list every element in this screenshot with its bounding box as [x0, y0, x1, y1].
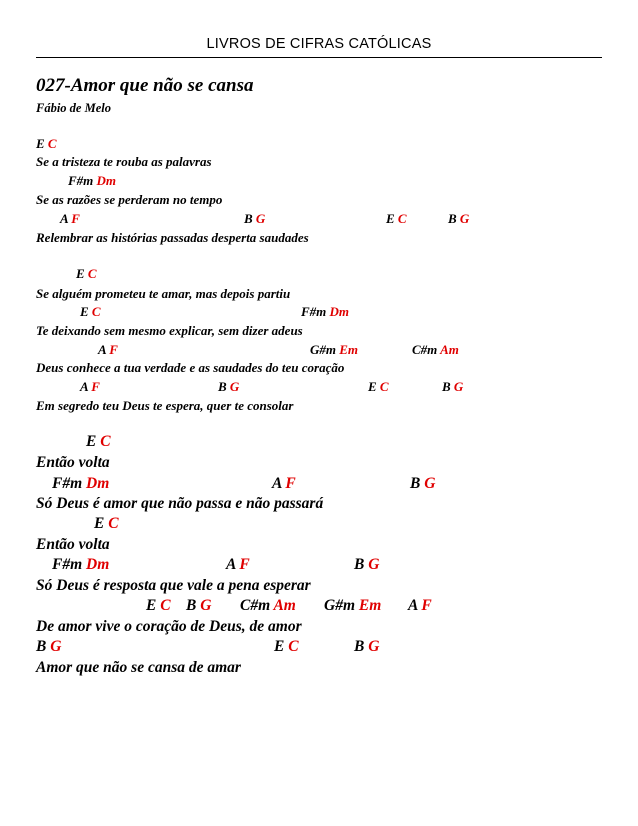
- chord: [412, 343, 459, 356]
- chord: [354, 639, 379, 655]
- lyric-line: Te deixando sem mesmo explicar, sem dizer adeus: [36, 323, 303, 338]
- chord-alt-name: Em: [339, 342, 359, 357]
- chord-alt-name: F: [109, 342, 118, 357]
- chord: [386, 212, 407, 225]
- chord-alt-name: C: [108, 515, 119, 532]
- lyric-line: De amor vive o coração de Deus, de amor: [36, 618, 302, 635]
- chord-name: E: [146, 597, 161, 614]
- chord-name: G#m: [324, 597, 359, 614]
- chord-alt-name: Dm: [96, 173, 117, 188]
- chord-name: A: [272, 475, 286, 492]
- chord-name: E: [386, 211, 398, 226]
- chord-name: E: [274, 638, 289, 655]
- chord-alt-name: F: [285, 475, 296, 492]
- chord-alt-name: G: [424, 475, 436, 492]
- chord: [52, 476, 109, 492]
- chord: [274, 639, 299, 655]
- chord: [68, 174, 116, 187]
- chord: [442, 380, 463, 393]
- chord-name: A: [98, 342, 110, 357]
- lyric-line: Deus conhece a tua verdade e as saudades do teu coração: [36, 360, 345, 375]
- chord-alt-name: Am: [273, 597, 296, 614]
- chord: [146, 598, 171, 614]
- chord: [244, 212, 265, 225]
- chord: [36, 137, 57, 150]
- chord: [310, 343, 358, 356]
- chord-name: E: [80, 304, 92, 319]
- chord-alt-name: G: [453, 379, 464, 394]
- chord: [226, 557, 250, 573]
- chord: [324, 598, 381, 614]
- chord: [410, 476, 435, 492]
- chord-alt-name: G: [50, 638, 62, 655]
- chord-alt-name: C: [379, 379, 389, 394]
- chord-name: B: [354, 638, 369, 655]
- chord-alt-name: Am: [440, 342, 459, 357]
- lyric-line: Relembrar as histórias passadas desperta saudades: [36, 230, 309, 245]
- song-author: Fábio de Melo: [36, 101, 111, 115]
- chord: [354, 557, 379, 573]
- book-header: LIVROS DE CIFRAS CATÓLICAS: [206, 36, 432, 52]
- header-divider: [36, 57, 602, 58]
- chord-alt-name: F: [421, 597, 432, 614]
- chord-name: F#m: [52, 556, 87, 573]
- chord-name: C#m: [240, 597, 274, 614]
- chord-alt-name: G: [255, 211, 266, 226]
- lyric-line: Então volta: [36, 536, 110, 553]
- chord-name: E: [86, 433, 101, 450]
- chord: [52, 557, 109, 573]
- chord-alt-name: Dm: [86, 475, 110, 492]
- chord-alt-name: F: [239, 556, 250, 573]
- chord: [36, 639, 61, 655]
- chord-alt-name: C: [288, 638, 299, 655]
- lyric-line: Em segredo teu Deus te espera, quer te consolar: [36, 398, 294, 413]
- lyric-line: Se as razões se perderam no tempo: [36, 192, 223, 207]
- chord: [186, 598, 211, 614]
- lyric-line: Só Deus é amor que não passa e não passará: [36, 495, 324, 512]
- chord-alt-name: C: [100, 433, 111, 450]
- chord-alt-name: C: [160, 597, 171, 614]
- chord-alt-name: G: [459, 211, 470, 226]
- chord-name: E: [94, 515, 109, 532]
- chord-name: B: [354, 556, 369, 573]
- song-title: 027-Amor que não se cansa: [36, 75, 254, 96]
- chord-alt-name: Em: [358, 597, 382, 614]
- chord-name: B: [36, 638, 51, 655]
- chord-name: B: [244, 211, 256, 226]
- lyric-line: Então volta: [36, 454, 110, 471]
- chord-alt-name: C: [397, 211, 407, 226]
- chord-name: E: [368, 379, 380, 394]
- chord-alt-name: F: [71, 211, 80, 226]
- chord-name: A: [408, 597, 422, 614]
- chord-alt-name: C: [87, 266, 97, 281]
- chord: [76, 267, 97, 280]
- chord-name: B: [186, 597, 201, 614]
- chord-name: A: [60, 211, 72, 226]
- chord-alt-name: C: [47, 136, 57, 151]
- chord: [98, 343, 118, 356]
- chord: [60, 212, 80, 225]
- chord-name: A: [226, 556, 240, 573]
- chord-name: B: [410, 475, 425, 492]
- chord: [301, 305, 349, 318]
- lyric-line: Amor que não se cansa de amar: [36, 659, 241, 676]
- chord-alt-name: F: [91, 379, 100, 394]
- chord: [368, 380, 389, 393]
- chord: [408, 598, 432, 614]
- chord: [448, 212, 469, 225]
- chord-alt-name: G: [368, 556, 380, 573]
- chord-name: B: [442, 379, 454, 394]
- chord: [80, 380, 100, 393]
- chord-alt-name: Dm: [86, 556, 110, 573]
- chord: [94, 516, 119, 532]
- chord-name: E: [36, 136, 48, 151]
- chord-alt-name: G: [229, 379, 240, 394]
- chord: [240, 598, 296, 614]
- lyric-line: Se alguém prometeu te amar, mas depois partiu: [36, 286, 291, 301]
- chord-name: A: [80, 379, 92, 394]
- lyric-line: Se a tristeza te rouba as palavras: [36, 154, 212, 169]
- chord-name: B: [218, 379, 230, 394]
- chord-name: C#m: [412, 342, 441, 357]
- chord-name: F#m: [68, 173, 97, 188]
- chord: [86, 434, 111, 450]
- chord-alt-name: C: [91, 304, 101, 319]
- chord-alt-name: G: [200, 597, 212, 614]
- chord: [218, 380, 239, 393]
- chord-name: E: [76, 266, 88, 281]
- chord-name: B: [448, 211, 460, 226]
- lyric-line: Só Deus é resposta que vale a pena esperar: [36, 577, 311, 594]
- chord-name: F#m: [52, 475, 87, 492]
- chord-name: G#m: [310, 342, 340, 357]
- chord-name: F#m: [301, 304, 330, 319]
- chord-alt-name: G: [368, 638, 380, 655]
- chord: [272, 476, 296, 492]
- chord-alt-name: Dm: [329, 304, 350, 319]
- chord: [80, 305, 101, 318]
